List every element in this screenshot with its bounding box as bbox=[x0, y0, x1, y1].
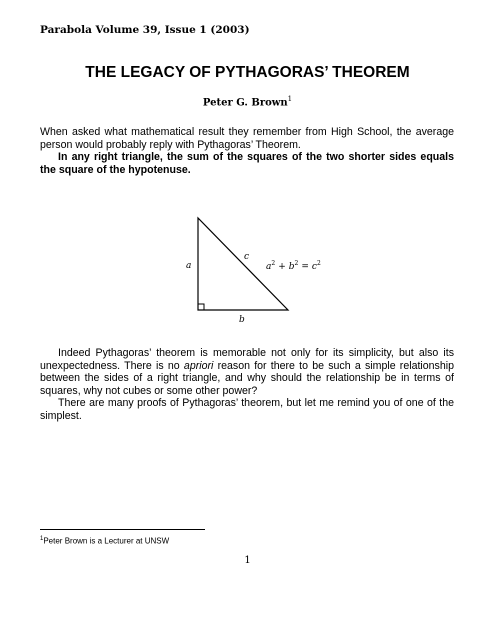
side-b-label: b bbox=[239, 315, 245, 325]
footnote-text: Peter Brown is a Lecturer at UNSW bbox=[43, 536, 170, 546]
footnote-divider bbox=[40, 529, 205, 530]
footnote bbox=[40, 536, 169, 546]
side-c-label: c bbox=[244, 252, 250, 262]
theorem-statement-text: In any right triangle, the sum of the squares of the two shorter sides equals the square of the hypotenuse. bbox=[40, 151, 454, 176]
pythagoras-equation: $a^2 + b^2 = c^2$ bbox=[266, 260, 321, 272]
page-number: 1 bbox=[244, 555, 251, 566]
intro-paragraph: When asked what mathematical result they remember from High School, the average person would probably reply with Pythagoras’ Theorem. bbox=[40, 126, 454, 151]
body-paragraph-1: Indeed Pythagoras’ theorem is memorable not only for its simplicity, but also its unexpectedness. There is no apriori reason for there to be such a simple relationship between the sides of a right triangle, and why should the relationship be in terms of squares, why not cubes or some other power? bbox=[40, 347, 454, 397]
author-name: Peter G. Brown bbox=[202, 97, 288, 109]
journal-header: Parabola Volume 39, Issue 1 (2003) bbox=[40, 24, 250, 36]
emphasis-apriori: apriori bbox=[183, 359, 214, 372]
article-title: THE LEGACY OF PYTHAGORAS’ THEOREM bbox=[85, 64, 410, 81]
side-a-label: a bbox=[186, 261, 192, 271]
right-angle-marker bbox=[198, 304, 204, 310]
author-footnote-mark: 1 bbox=[287, 95, 293, 103]
footnote-mark: 1 bbox=[40, 536, 44, 542]
body-paragraph-2: There are many proofs of Pythagoras’ theorem, but let me remind you of one of the simplest. bbox=[40, 397, 454, 422]
